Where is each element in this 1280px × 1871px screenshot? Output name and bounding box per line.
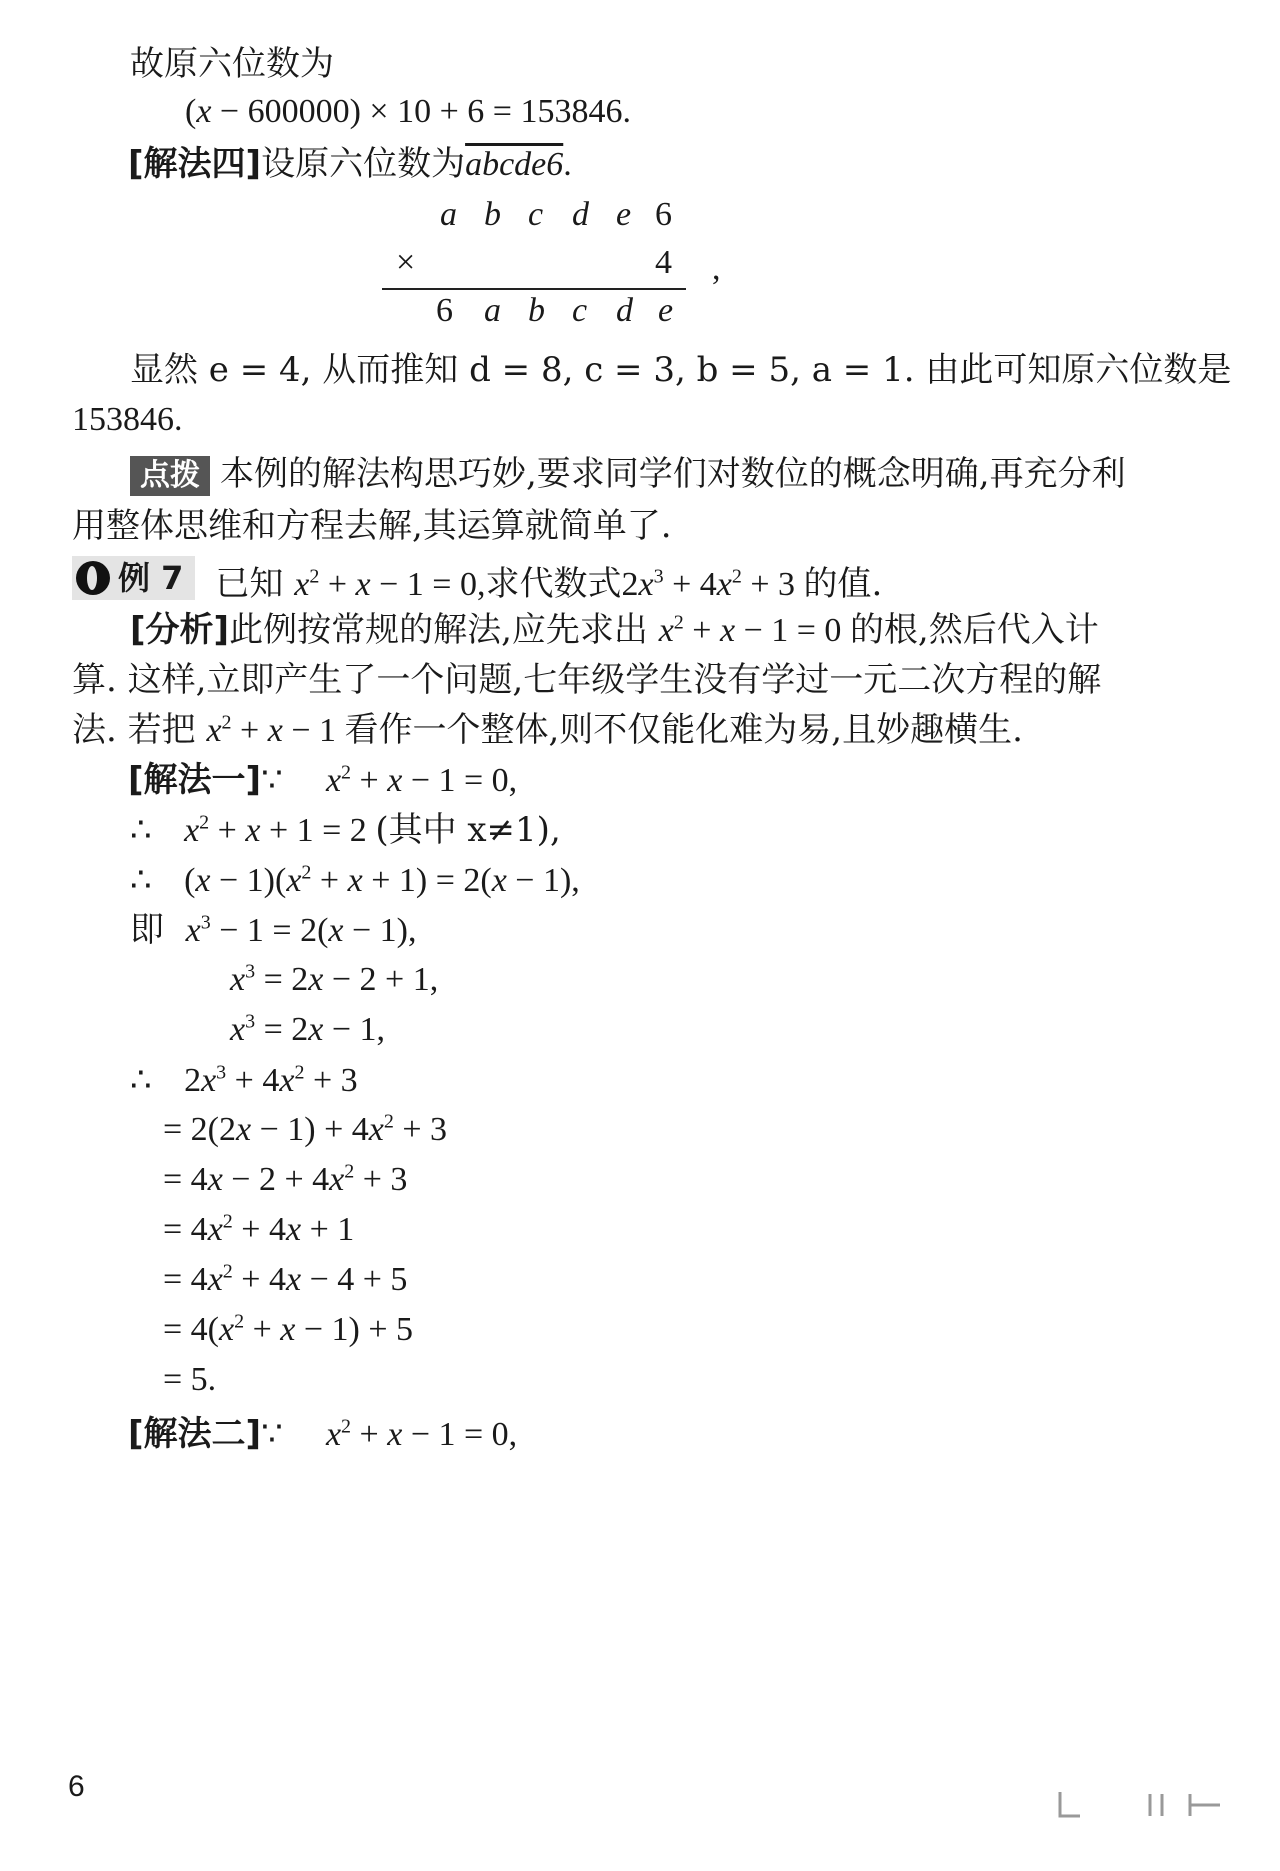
equation-line: = $2(2x - 1) + 4x^2 + 3$	[163, 1110, 448, 1148]
equation-line: = $4x^2 + 4x + 1$	[163, 1210, 355, 1248]
digit: e	[616, 196, 632, 233]
multiplication-rule	[382, 288, 686, 290]
method-label: [解法四]	[128, 144, 262, 184]
digit: c	[528, 196, 544, 233]
tip-line: 点拨 本例的解法构思巧妙,要求同学们对数位的概念明确,再充分利	[130, 452, 1126, 496]
digit: 4	[655, 244, 672, 281]
digit: b	[528, 292, 545, 329]
digit: 6	[655, 196, 672, 233]
method-label: [解法一]	[128, 760, 262, 800]
method-two-line: [解法二]∵ $x^2 + x - 1 = 0$,	[128, 1414, 518, 1454]
digit: e	[658, 292, 674, 329]
equation-line: $x^3 = 2x - 1$,	[230, 1010, 386, 1048]
text-line: 用整体思维和方程去解,其运算就简单了.	[72, 506, 672, 546]
text-line: 法. 若把 $x^2 + x - 1$ 看作一个整体,则不仅能化难为易,且妙趣横生.	[72, 710, 1023, 750]
example-line: 例 7 已知 $x^2 + x - 1 = 0$,求代数式$2x^3 + 4x^2 + 3$ 的值.	[72, 556, 882, 607]
text-line: 显然 e = 4, 从而推知 d = 8, c = 3, b = 5, a = 1. 由此可知原六位数是	[130, 350, 1232, 390]
equation-line: 即 $x^3 - 1 = 2(x - 1)$,	[130, 910, 417, 950]
digit: 6	[436, 292, 453, 329]
text-line: 故原六位数为	[130, 44, 334, 84]
method-label: [解法二]	[128, 1414, 262, 1454]
equation-line: $x^3 = 2x - 2 + 1$,	[230, 960, 439, 998]
equation-line: (x − 600000) × 10 + 6 = 153846.	[185, 93, 631, 130]
digit: d	[572, 196, 589, 233]
corner-mark-icon	[1040, 1790, 1240, 1820]
digit: b	[484, 196, 501, 233]
tip-badge: 点拨	[130, 456, 210, 496]
digit: c	[572, 292, 588, 329]
digit: a	[484, 292, 501, 329]
digit: a	[440, 196, 457, 233]
equation-line: = $4(x^2 + x - 1) + 5$	[163, 1310, 414, 1348]
example-icon	[76, 561, 110, 595]
analysis-line: [分析]此例按常规的解法,应先求出 $x^2 + x - 1 = 0$ 的根,然后代入计	[130, 610, 1099, 650]
equation-line: ∴ $2x^3 + 4x^2 + 3$	[130, 1060, 358, 1100]
equation-line: = $4x - 2 + 4x^2 + 3$	[163, 1160, 408, 1198]
page-number: 6	[68, 1770, 85, 1803]
method-four-line: [解法四]设原六位数为abcde6.	[128, 144, 572, 184]
digit: d	[616, 292, 633, 329]
text-line: 153846.	[72, 401, 183, 438]
equation-line: = 5.	[163, 1361, 217, 1398]
method-one-line: [解法一]∵ $x^2 + x - 1 = 0$,	[128, 760, 518, 800]
equation-line: ∴ $x^2 + x + 1 = 2$ (其中 x≠1),	[130, 810, 561, 850]
comma: ,	[712, 250, 721, 287]
example-tag: 例 7	[72, 556, 195, 600]
times-sign: ×	[396, 244, 416, 281]
equation-line: ∴ $(x - 1)(x^2 + x + 1) = 2(x - 1)$,	[130, 860, 580, 900]
equation-line: = $4x^2 + 4x - 4 + 5$	[163, 1260, 408, 1298]
text-line: 算. 这样,立即产生了一个问题,七年级学生没有学过一元二次方程的解	[72, 660, 1102, 700]
analysis-label: [分析]	[130, 610, 230, 650]
